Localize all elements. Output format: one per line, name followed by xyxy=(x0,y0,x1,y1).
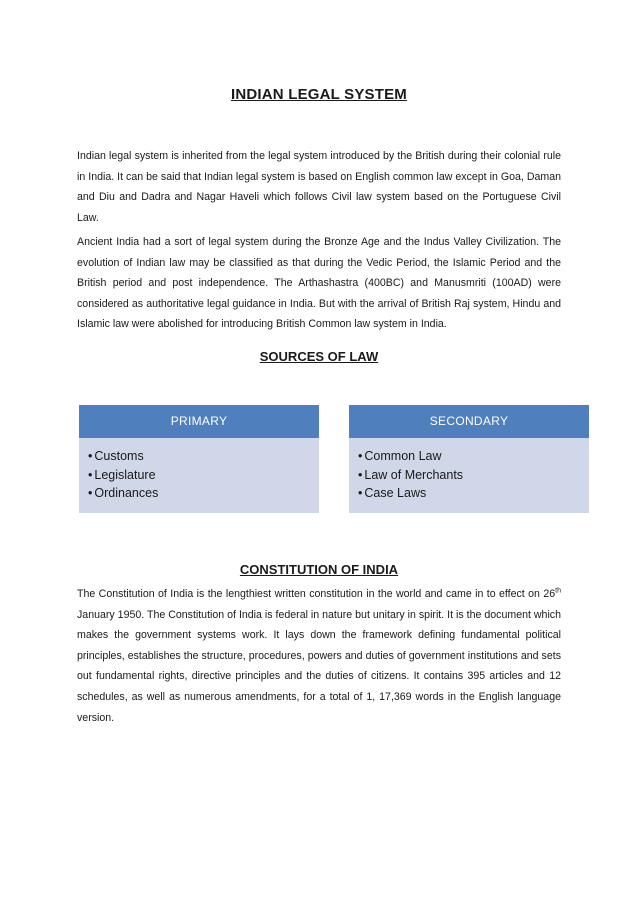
intro-paragraph: Indian legal system is inherited from the legal system introduced by the British during their colonial rule in India. It can be said that Indian legal system is based on English common law except in Goa, Daman and Diu and Dadra and Nagar Haveli which follows Civil law system based on the Portuguese Civil Law. xyxy=(77,150,561,224)
list-item: • Legislature xyxy=(88,466,319,485)
secondary-sources-box xyxy=(349,405,589,513)
history-paragraph: Ancient India had a sort of legal system during the Bronze Age and the Indus Valley Civilization. The evolution of Indian law may be classified as that during the Vedic Period, the Islamic Period and the British period and post independence. The Arthashastra (400BC) and Manusmriti (100AD) were considered as authoritative legal guidance in India. But with the arrival of British Raj system, Hindu and Islamic law were abolished for introducing British Common law system in India. xyxy=(77,236,561,331)
list-item: • Common Law xyxy=(358,447,589,466)
primary-sources-list xyxy=(79,438,319,503)
primary-sources-box xyxy=(79,405,319,513)
list-item: • Case Laws xyxy=(358,484,589,503)
secondary-sources-list xyxy=(349,438,589,503)
date-superscript: th xyxy=(555,587,561,595)
constitution-text-end: January 1950. The Constitution of India is federal in nature but unitary in spirit. It is the document which makes the government systems work. It lays down the framework defining fundamental political principles, establishes the structure, procedures, powers and duties of government institutions and sets out fundamental rights, directive principles and the duties of citizens. It contains 395 articles and 12 schedules, as well as numerous amendments, for a total of 1, 17,369 words in the English language version. xyxy=(77,608,561,724)
constitution-text-start: The Constitution of India is the lengthiest written constitution in the world and came in to effect on 26 xyxy=(77,588,556,600)
sources-of-law-heading: SOURCES OF LAW xyxy=(259,349,379,364)
secondary-sources-header: SECONDARY xyxy=(349,405,589,438)
constitution-heading: CONSTITUTION OF INDIA xyxy=(239,562,399,577)
constitution-paragraph xyxy=(77,584,561,728)
primary-sources-header: PRIMARY xyxy=(79,405,319,438)
list-item: • Customs xyxy=(88,447,319,466)
list-item: • Law of Merchants xyxy=(358,466,589,485)
list-item: • Ordinances xyxy=(88,484,319,503)
page-title: INDIAN LEGAL SYSTEM xyxy=(230,86,408,103)
